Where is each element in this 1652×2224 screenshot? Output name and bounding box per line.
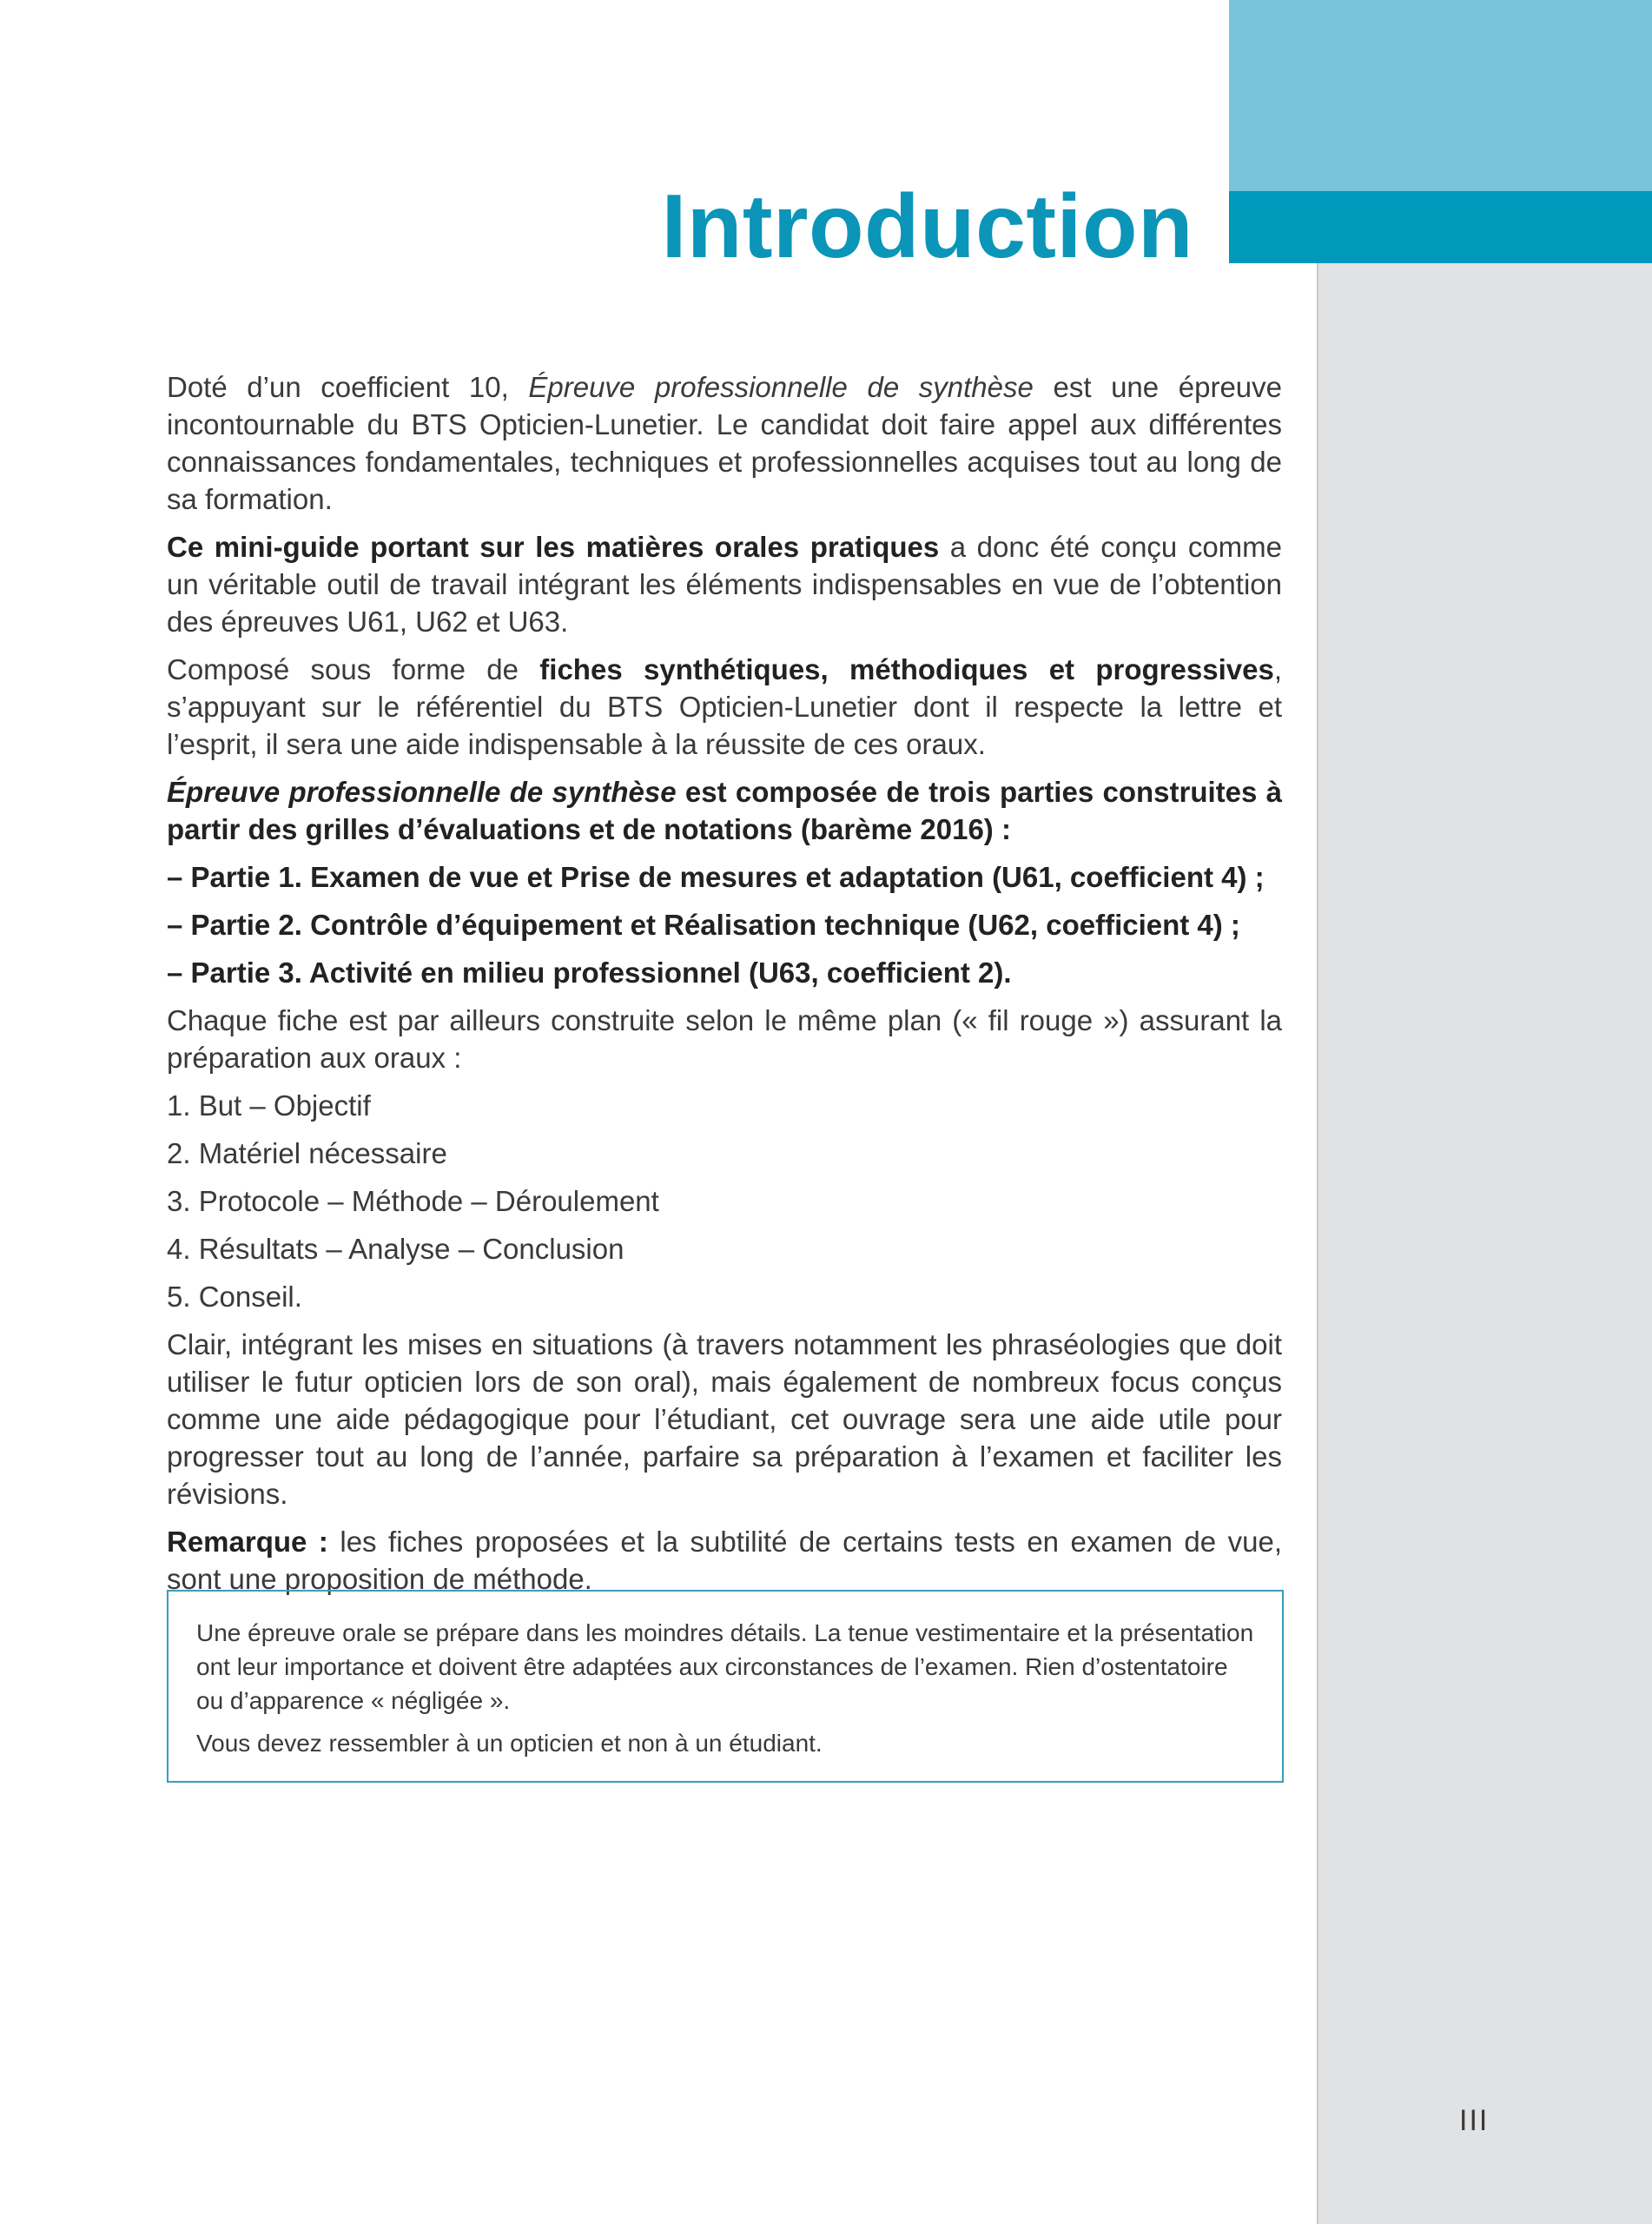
advice-conclusion: Vous devez ressembler à un opticien et non à un étudiant.: [196, 1730, 823, 1757]
plan-paragraph: Chaque fiche est par ailleurs construite selon le même plan (« fil rouge ») assurant la préparation aux oraux :: [167, 1004, 1282, 1074]
step-item: 4. Résultats – Analyse – Conclusion: [167, 1233, 624, 1265]
step-item: 3. Protocole – Méthode – Déroulement: [167, 1185, 659, 1217]
summary-paragraph: Clair, intégrant les mises en situations (à travers notamment les phraséologies que doit utiliser le futur opticien lors de son oral), mais également de nombreux focus conçus comme une aide pédagogique pour l’étudiant, cet ouvrage sera une aide utile pour progresser tout au long de l’année, parfaire sa préparation à l’examen et faciliter les révisions.: [167, 1328, 1282, 1510]
part-item: – Partie 2. Contrôle d’équipement et Réalisation technique (U62, coefficient 4) ;: [167, 909, 1240, 941]
guide-text: a donc été conçu comme un véritable outil de travail intégrant les éléments indispensables en vue de l’obtention des épreuves U61, U62 et U63.: [167, 531, 1283, 638]
step-item: 1. But – Objectif: [167, 1089, 371, 1122]
part-item: – Partie 3. Activité en milieu professionnel (U63, coefficient 2).: [167, 956, 1012, 989]
structure-paragraph: [167, 773, 1282, 848]
guide-paragraph: [167, 528, 1282, 640]
part-item: – Partie 1. Examen de vue et Prise de mesures et adaptation (U61, coefficient 4) ;: [167, 861, 1265, 893]
page-title: Introduction: [661, 176, 1193, 277]
remark-paragraph: [167, 1523, 1282, 1598]
step-item: 5. Conseil.: [167, 1281, 302, 1313]
format-text-1: Composé sous forme de: [167, 653, 540, 685]
remark-text: les fiches proposées et la subtilité de certains tests en examen de vue, sont une proposition de méthode.: [167, 1526, 1282, 1595]
intro-text-1: Doté d’un coefficient 10,: [167, 371, 529, 403]
side-column: [1317, 0, 1652, 2224]
remark-label: Remarque :: [167, 1526, 328, 1558]
intro-paragraph: [167, 368, 1282, 518]
step-item: 2. Matériel nécessaire: [167, 1137, 447, 1169]
format-emphasis: fiches synthétiques, méthodiques et progressives: [539, 653, 1274, 685]
body-text: [167, 368, 1282, 1608]
structure-exam-title: Épreuve professionnelle de synthèse: [167, 776, 677, 808]
header-accent-dark: [1229, 191, 1652, 263]
page-number: III: [1459, 2104, 1490, 2137]
header-accent-light: [1229, 0, 1652, 191]
exam-title-italic: Épreuve professionnelle de synthèse: [528, 371, 1034, 403]
structure-text: est composée de trois parties construites à partir des grilles d’évaluations et de notations (barème 2016) :: [167, 776, 1282, 845]
advice-box: [167, 1590, 1284, 1783]
advice-text: Une épreuve orale se prépare dans les moindres détails. La tenue vestimentaire et la présentation ont leur importance et doivent être adaptées aux circonstances de l’examen. Rien d’ostentatoire ou d’apparence « négligée ».: [196, 1619, 1254, 1714]
format-text-2: , s’appuyant sur le référentiel du BTS Opticien-Lunetier dont il respecte la lettre et l’esprit, il sera une aide indispensable à la réussite de ces oraux.: [167, 653, 1282, 760]
format-paragraph: [167, 651, 1282, 763]
intro-text-2: est une épreuve incontournable du BTS Opticien-Lunetier. Le candidat doit faire appel aux différentes connaissances fondamentales, techniques et professionnelles acquises tout au long de sa formation.: [167, 371, 1282, 515]
guide-emphasis: Ce mini-guide portant sur les matières orales pratiques: [167, 531, 940, 563]
